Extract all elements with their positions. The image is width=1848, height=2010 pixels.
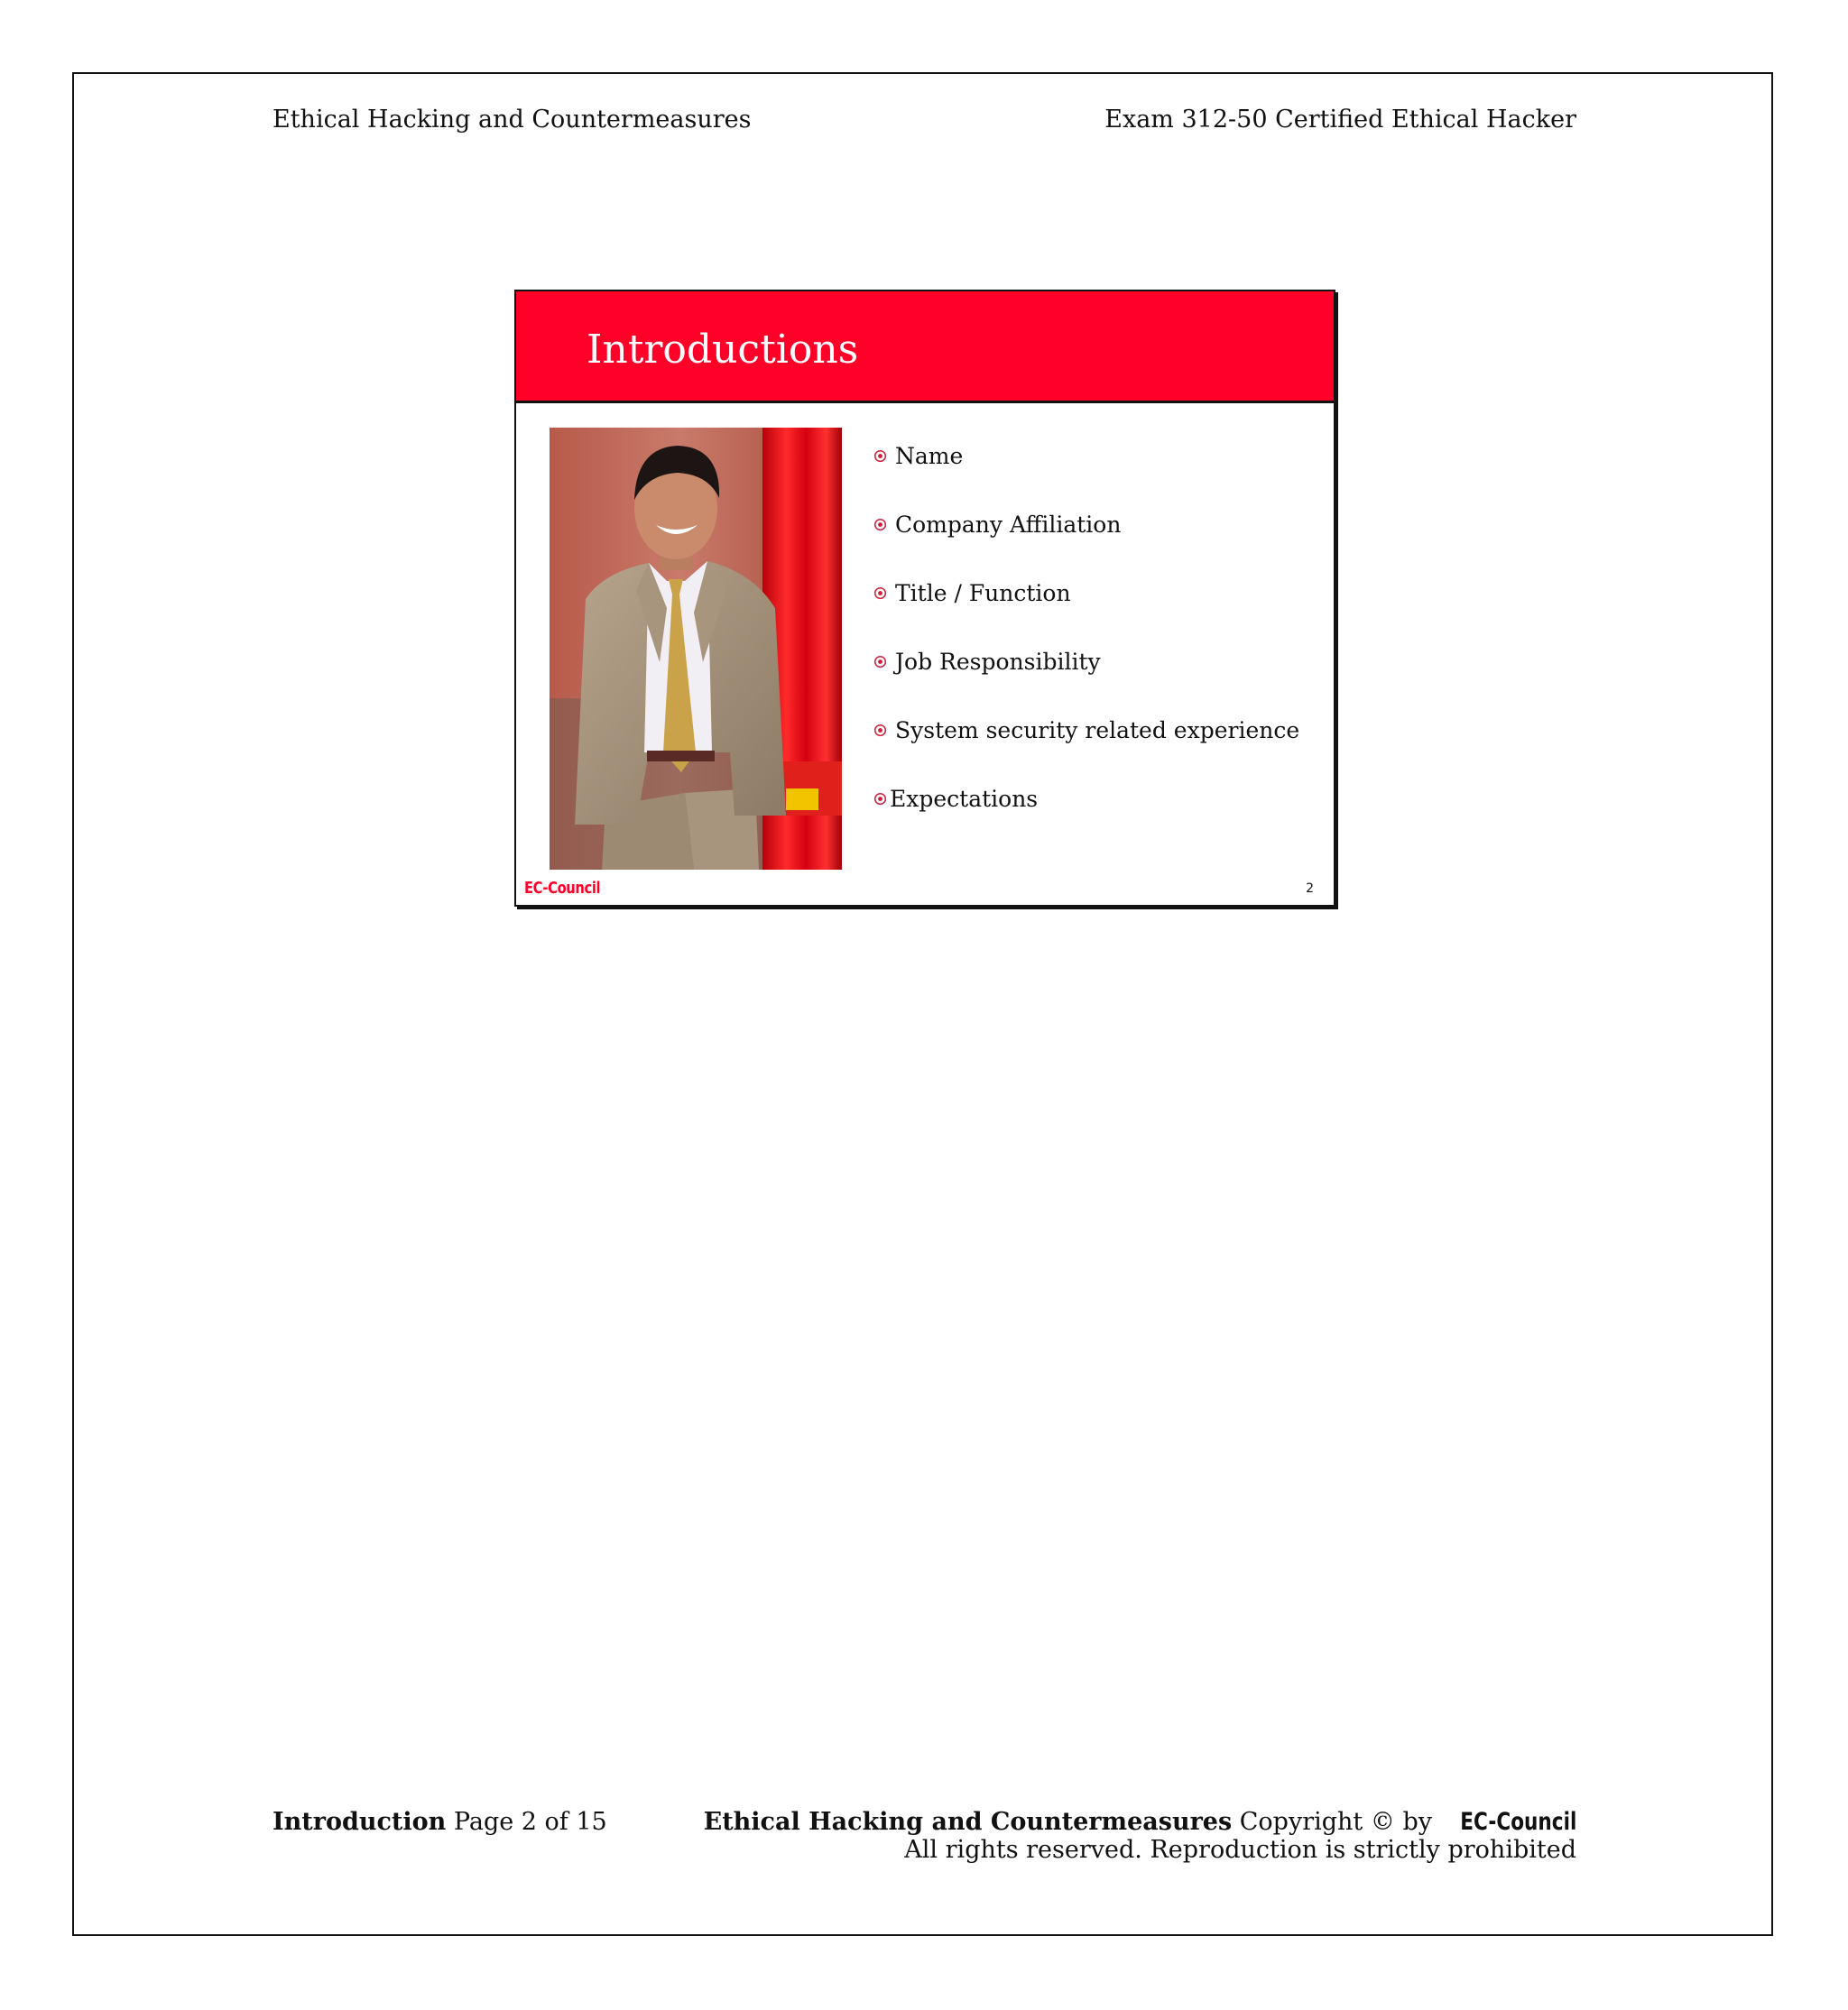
footer-page-number: Page 2 of 15 bbox=[453, 1808, 607, 1836]
bullet-text: System security related experience bbox=[895, 717, 1300, 743]
footer-page-info bbox=[273, 1808, 607, 1836]
bullet-text: Job Responsibility bbox=[895, 649, 1101, 675]
bullet-text: Company Affiliation bbox=[895, 512, 1122, 538]
list-item bbox=[873, 716, 1299, 745]
list-item bbox=[873, 579, 1071, 608]
bullet-icon bbox=[873, 449, 887, 463]
footer-section: Introduction bbox=[273, 1808, 447, 1836]
bullet-icon bbox=[873, 518, 887, 531]
bullet-text: Title / Function bbox=[895, 580, 1071, 606]
presenter-photo bbox=[550, 428, 842, 870]
list-item bbox=[873, 785, 1038, 814]
header-exam-title: Exam 312-50 Certified Ethical Hacker bbox=[1104, 106, 1576, 134]
header-course-title: Ethical Hacking and Countermeasures bbox=[273, 106, 752, 134]
ec-council-logo: EC-Council bbox=[524, 879, 601, 898]
footer-rights: All rights reserved. Reproduction is strictly prohibited bbox=[904, 1836, 1576, 1864]
list-item bbox=[873, 511, 1121, 539]
footer-brand: EC-Council bbox=[1459, 1808, 1576, 1836]
bullet-icon bbox=[873, 655, 887, 668]
bullet-text: Expectations bbox=[890, 786, 1039, 812]
footer-course: Ethical Hacking and Countermeasures bbox=[703, 1808, 1233, 1836]
slide-title: Introductions bbox=[587, 327, 859, 373]
footer-copyright-text: Copyright © by bbox=[1239, 1808, 1432, 1836]
list-item bbox=[873, 648, 1101, 677]
footer-copyright bbox=[704, 1808, 1576, 1836]
list-item bbox=[873, 442, 963, 471]
bullet-text: Name bbox=[895, 443, 964, 469]
slide bbox=[514, 290, 1335, 907]
bullet-icon bbox=[873, 586, 887, 600]
slide-number: 2 bbox=[1306, 881, 1314, 896]
slide-title-bar bbox=[516, 291, 1334, 403]
bullet-icon bbox=[873, 724, 887, 737]
bullet-icon bbox=[873, 792, 887, 806]
